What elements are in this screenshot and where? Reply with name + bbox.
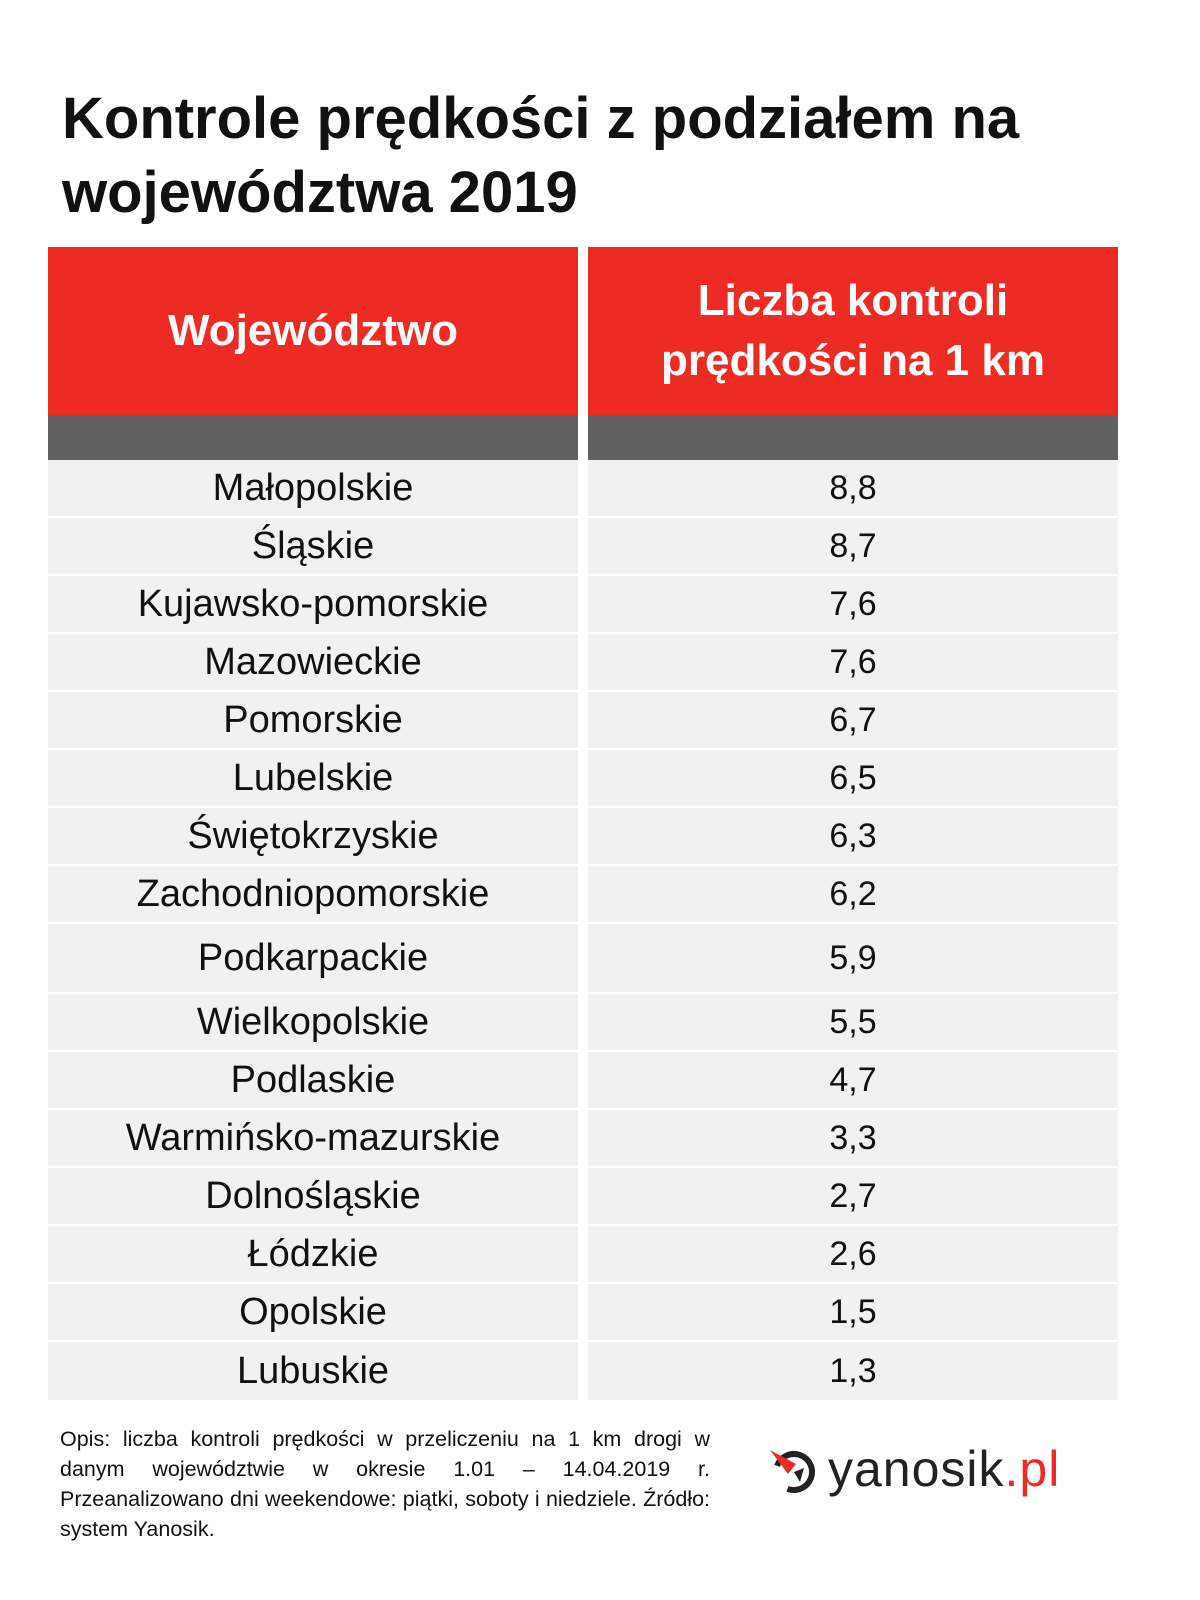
header-voivodeship: Województwo	[48, 247, 578, 415]
value-cell: 1,5	[588, 1284, 1118, 1342]
page-title: Kontrole prędkości z podziałem na województwa 2019	[62, 86, 1020, 225]
value-cell: 7,6	[588, 576, 1118, 634]
value-cell: 3,3	[588, 1110, 1118, 1168]
yanosik-logo	[768, 1440, 1060, 1498]
voivodeship-cell: Małopolskie	[48, 460, 578, 518]
voivodeship-cell: Kujawsko-pomorskie	[48, 576, 578, 634]
voivodeship-cell: Dolnośląskie	[48, 1168, 578, 1226]
value-cell: 5,5	[588, 994, 1118, 1052]
logo-tld: .pl	[1004, 1441, 1061, 1497]
header-speed-checks: Liczba kontroli prędkości na 1 km	[588, 247, 1118, 415]
value-cell: 5,9	[588, 924, 1118, 994]
voivodeship-cell: Świętokrzyskie	[48, 808, 578, 866]
value-cell: 6,7	[588, 692, 1118, 750]
voivodeship-cell: Pomorskie	[48, 692, 578, 750]
column-speed-checks	[588, 247, 1118, 1400]
voivodeship-cell: Opolskie	[48, 1284, 578, 1342]
footnote: Opis: liczba kontroli prędkości w przeliczeniu na 1 km drogi w danym województwie w okresie 1.01 – 14.04.2019 r. Przeanalizowano dni weekendowe: piątki, soboty i niedziele. Źródło: system Yanosik.	[60, 1427, 710, 1541]
subheader-bar	[588, 415, 1118, 460]
value-cell: 2,6	[588, 1226, 1118, 1284]
voivodeship-cell: Podkarpackie	[48, 924, 578, 994]
voivodeship-cell: Lubuskie	[48, 1342, 578, 1400]
voivodeship-cell: Śląskie	[48, 518, 578, 576]
voivodeship-cell: Podlaskie	[48, 1052, 578, 1110]
voivodeship-cell: Łódzkie	[48, 1226, 578, 1284]
logo-name: yanosik	[828, 1441, 1005, 1497]
voivodeship-cell: Zachodniopomorskie	[48, 866, 578, 924]
voivodeship-cell: Wielkopolskie	[48, 994, 578, 1052]
voivodeship-cell: Mazowieckie	[48, 634, 578, 692]
value-cell: 1,3	[588, 1342, 1118, 1400]
value-cell: 6,5	[588, 750, 1118, 808]
value-cell: 8,8	[588, 460, 1118, 518]
value-cell: 6,2	[588, 866, 1118, 924]
compass-arrow-icon	[768, 1444, 818, 1494]
value-cell: 2,7	[588, 1168, 1118, 1226]
value-cell: 4,7	[588, 1052, 1118, 1110]
value-cell: 8,7	[588, 518, 1118, 576]
value-cell: 6,3	[588, 808, 1118, 866]
voivodeship-cell: Warmińsko-mazurskie	[48, 1110, 578, 1168]
subheader-bar	[48, 415, 578, 460]
voivodeship-cell: Lubelskie	[48, 750, 578, 808]
column-voivodeship	[48, 247, 578, 1400]
value-cell: 7,6	[588, 634, 1118, 692]
